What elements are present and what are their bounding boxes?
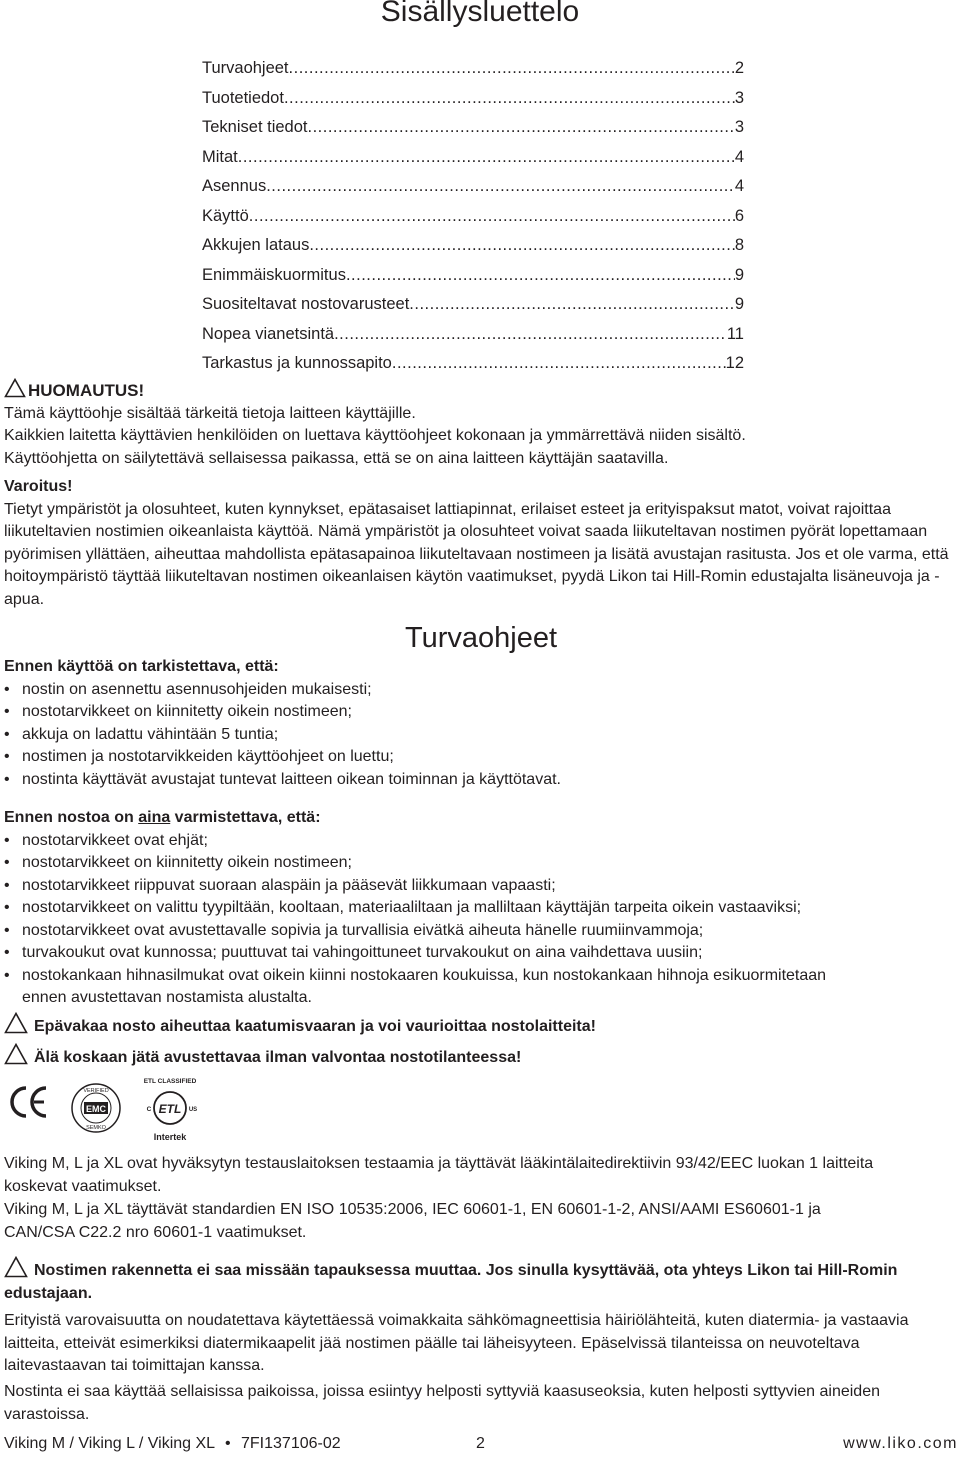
toc-entry-label: Turvaohjeet — [202, 59, 289, 77]
modification-warning — [4, 1256, 924, 1305]
alert-supervision — [4, 1043, 954, 1070]
gas-note: Nostinta ei saa käyttää sellaisissa paikoissa, joissa esiintyy helposti syttyviä kaasuseoksia, kuten helposti syttyvien aineiden varastoissa. — [4, 1383, 880, 1423]
toc-entry-page: 9 — [734, 265, 744, 284]
warning-heading: Varoitus! — [4, 478, 73, 495]
list-item: • nostotarvikkeet on valittu tyypiltään, kooltaan, materiaaliltaan ja malliltaan käyttäjän tarpeita oikein vastaaviksi; — [4, 897, 939, 920]
toc-entry-label: Mitat — [202, 147, 238, 166]
toc-entry-page: 3 — [734, 88, 744, 107]
toc-entry-page: 3 — [734, 118, 744, 136]
toc-entry[interactable] — [202, 116, 744, 146]
list-item: • nostotarvikkeet ovat ehjät; — [4, 830, 939, 853]
toc-entry-page: 6 — [734, 206, 744, 225]
alert-unstable — [4, 1012, 954, 1039]
before-lift-block — [4, 807, 954, 1010]
toc-entry[interactable] — [202, 234, 744, 264]
toc-entry-label: Enimmäiskuormitus — [202, 265, 346, 284]
warning-triangle-icon — [4, 1256, 28, 1278]
list-item: • nostokankaan hihnasilmukat ovat oikein kiinni nostokaaren koukuissa, kun nostokankaan hihnoja esikuormitetaan ennen avustettavan nostamista alustalta. — [4, 965, 852, 1010]
toc-entry[interactable] — [202, 146, 744, 176]
notice-line: Käyttöohjetta on säilytettävä sellaisessa paikassa, että se on aina laitteen käyttäjän saatavilla. — [4, 449, 669, 467]
certification-marks — [4, 1074, 204, 1144]
toc-leader-dots — [309, 234, 734, 256]
toc-leader-dots — [392, 352, 726, 374]
emc-top-text: VERIFIED — [83, 1088, 109, 1094]
toc-entry-page: 8 — [734, 236, 744, 254]
section-title-text: Turvaohjeet — [404, 622, 558, 654]
toc-entry[interactable] — [202, 264, 744, 294]
list-item: • nostotarvikkeet riippuvat suoraan alaspäin ja pääsevät liikkumaan vapaasti; — [4, 875, 939, 898]
emc-bottom-text: SEMKO — [86, 1125, 106, 1131]
heading-part: Ennen nostoa on — [4, 809, 139, 826]
alert-text: Älä koskaan jätä avustettavaa ilman valvontaa nostotilanteessa! — [34, 1049, 522, 1066]
list-item: • nostimen ja nostotarvikkeiden käyttöohjeet on luettu; — [4, 746, 954, 769]
toc-entry-page: 2 — [734, 59, 744, 77]
toc-leader-dots — [409, 293, 735, 315]
toc-leader-dots — [307, 116, 734, 138]
heading-emphasis: aina — [138, 809, 171, 826]
list-item: • nostin on asennettu asennusohjeiden mukaisesti; — [4, 679, 954, 702]
toc-entry-label: Tekniset tiedot — [202, 118, 308, 136]
ce-mark-icon — [12, 1088, 46, 1116]
toc-entry[interactable] — [202, 175, 744, 205]
toc-leader-dots — [238, 146, 735, 168]
compliance-paragraph: Viking M, L ja XL ovat hyväksytyn testauslaitoksen testaamia ja täyttävät lääkintälaitedirektiivin 93/42/EEC luokan 1 laitteita koskevat vaatimukset. — [4, 1155, 874, 1195]
warning-triangle-icon — [4, 1012, 28, 1034]
list-item: • nostotarvikkeet ovat avustettavalle sopivia ja turvallisia eivätkä aiheuta hänelle ruumiinvammoja; — [4, 920, 939, 943]
notice-heading: HUOMAUTUS! — [28, 381, 145, 400]
footer-doc-number: 7FI137106-02 — [241, 1435, 341, 1452]
toc-leader-dots — [284, 87, 735, 109]
etl-us-text: US — [188, 1107, 198, 1113]
etl-c-text: C — [146, 1106, 152, 1113]
list-item: • nostotarvikkeet on kiinnitetty oikein nostimeen; — [4, 852, 939, 875]
section-title — [0, 620, 960, 656]
toc-entry-label: Käyttö — [202, 206, 249, 225]
warning-triangle-icon — [4, 378, 26, 398]
toc-leader-dots — [346, 264, 735, 286]
modification-warning-text: Nostimen rakennetta ei saa missään tapauksessa muuttaa. Jos sinulla kysyttävää, ota yhteys Likon tai Hill-Romin edustajaan. — [4, 1262, 898, 1302]
footer-bullet: • — [224, 1435, 231, 1452]
toc-entry-label: Tuotetiedot — [202, 88, 284, 107]
before-use-block — [4, 656, 954, 791]
toc-entry[interactable] — [202, 323, 744, 353]
emc-mid-text: EMC — [86, 1104, 106, 1114]
before-lift-heading — [4, 807, 954, 830]
alert-text: Epävakaa nosto aiheuttaa kaatumisvaaran ja voi vaurioittaa nostolaitteita! — [34, 1018, 596, 1035]
toc-leader-dots — [249, 205, 735, 227]
notice-block — [4, 378, 954, 470]
notice-heading-row — [4, 378, 954, 403]
etl-mark-text: ETL — [158, 1102, 182, 1116]
toc-entry-page: 9 — [734, 295, 744, 313]
notice-line: Kaikkien laitetta käyttävien henkilöiden on luettava käyttöohjeet kokonaan ja ymmärrettävä niiden sisältö. — [4, 427, 746, 444]
toc-entry-page: 4 — [734, 177, 744, 195]
footer-url: www.liko.com — [843, 1435, 958, 1452]
toc-entry-page: 11 — [726, 324, 744, 343]
footer-page-number: 2 — [476, 1435, 485, 1452]
list-item: • akkuja on ladattu vähintään 5 tuntia; — [4, 724, 954, 747]
warning-block — [4, 476, 954, 611]
toc-entry-label: Nopea vianetsintä — [202, 324, 335, 343]
before-use-heading: Ennen käyttöä on tarkistettava, että: — [4, 658, 279, 675]
toc-entry[interactable] — [202, 57, 744, 87]
notice-line: Tämä käyttöohje sisältää tärkeitä tietoja laitteen käyttäjille. — [4, 404, 416, 422]
list-item: • turvakoukut ovat kunnossa; puuttuvat tai vahingoittuneet turvakoukut on aina vaihdettava uusiin; — [4, 942, 939, 965]
warning-triangle-icon — [4, 1043, 28, 1065]
toc-entry[interactable] — [202, 293, 744, 323]
before-lift-list — [4, 830, 939, 1010]
emc-note: Erityistä varovaisuutta on noudatettava käytettäessä voimakkaita sähkömagneettisia häiriölähteitä, kuten diatermia- ja vastaavia laitteita, etteivät esimerkiksi diatermikaapelit jää nostimen päälle tai läheisyyteen. Epäselvissä tilanteissa on neuvoteltava laitevastaavan tai toimittajan kanssa. — [4, 1312, 909, 1374]
footer-left — [4, 1433, 341, 1455]
etl-top-text: ETL CLASSIFIED — [143, 1078, 197, 1085]
toc-entry[interactable] — [202, 87, 744, 117]
toc-leader-dots — [266, 175, 735, 197]
toc-entry-label: Akkujen lataus — [202, 236, 310, 254]
list-item: • nostinta käyttävät avustajat tuntevat laitteen oikean toiminnan ja käyttötavat. — [4, 769, 954, 792]
table-of-contents — [202, 57, 744, 382]
list-item: • nostotarvikkeet on kiinnitetty oikein nostimeen; — [4, 701, 954, 724]
toc-title: Sisällysluettelo — [380, 0, 580, 28]
warning-text: Tietyt ympäristöt ja olosuhteet, kuten kynnykset, epätasaiset lattiapinnat, erilaiset esteet ja erityispaksut matot, voivat rajoittaa liikuteltavien nostimien oikeanlaista käyttöä. Nämä ympäristöt ja olosuhteet voivat saada liikuteltavan nostimen pyörät lopettamaan pyörimisen yllättäen, aiheuttaa mahdollista epätasapainoa liikuteltavaan nostimeen ja lisätä avustajan rasitusta. Jos et ole varma, että hoitoympäristö täyttää liikuteltavan nostimen oikeanlaisen käytön vaatimukset, pyydä Likon tai Hill-Romin edustajalta lisäneuvoja ja -apua. — [4, 500, 949, 608]
certification-logos — [4, 1074, 204, 1144]
toc-entry-page: 4 — [734, 147, 744, 166]
heading-part: varmistettava, että: — [170, 809, 321, 826]
before-use-list — [4, 679, 954, 792]
etl-intertek-text: Intertek — [153, 1132, 187, 1142]
toc-entry-page: 12 — [725, 354, 744, 372]
compliance-paragraph: Viking M, L ja XL täyttävät standardien EN ISO 10535:2006, IEC 60601-1, EN 60601-1-2, ANSI/AAMI ES60601-1 ja CAN/CSA C22.2 nro 60601-1 vaatimukset. — [4, 1201, 821, 1241]
toc-entry[interactable] — [202, 205, 744, 235]
etl-mark-icon — [144, 1078, 197, 1142]
toc-entry-label: Suositeltavat nostovarusteet — [202, 295, 410, 313]
toc-entry-label: Tarkastus ja kunnossapito — [202, 354, 392, 372]
toc-leader-dots — [334, 323, 727, 345]
emc-seal-icon — [72, 1084, 120, 1132]
footer-model: Viking M / Viking L / Viking XL — [4, 1435, 215, 1452]
toc-entry-label: Asennus — [202, 177, 267, 195]
toc-leader-dots — [289, 57, 735, 79]
